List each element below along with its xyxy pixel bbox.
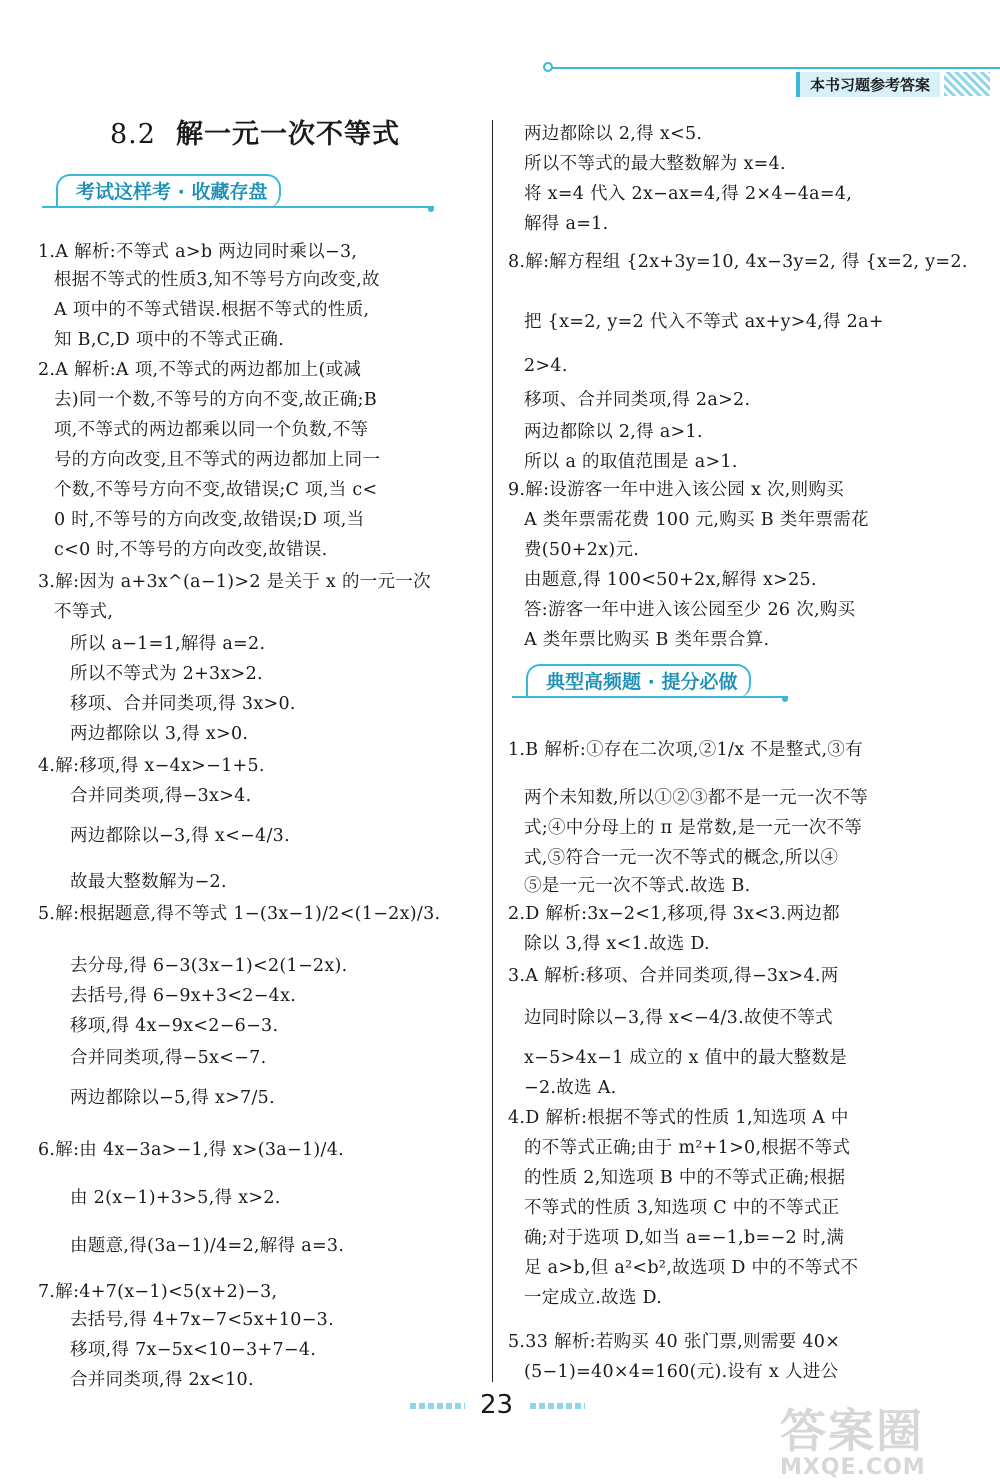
footer-decoration-left (410, 1403, 465, 1409)
right-answer-line: 由题意,得 100<50+2x,解得 x>25. (524, 570, 817, 590)
left-answer-line: 移项,得 4x−9x<2−6−3. (70, 1016, 279, 1036)
right-answer-line: 9.解:设游客一年中进入该公园 x 次,则购买 (508, 480, 845, 500)
left-answer-line: 移项、合并同类项,得 3x>0. (70, 694, 296, 714)
left-answer-line: 合并同类项,得−3x>4. (70, 786, 252, 806)
left-answer-line: 7.解:4+7(x−1)<5(x+2)−3, (38, 1282, 278, 1302)
left-answer-line: 两边都除以 3,得 x>0. (70, 724, 249, 744)
header-label: 本书习题参考答案 (796, 72, 940, 97)
banner-left-dot (428, 206, 434, 212)
watermark-logo (780, 1395, 980, 1480)
left-answer-line: 两边都除以−5,得 x>7/5. (70, 1088, 275, 1108)
left-answer-line: 根据不等式的性质3,知不等号方向改变,故 (54, 270, 380, 290)
right-answer-line: 的不等式正确;由于 m²+1>0,根据不等式 (524, 1138, 851, 1158)
left-answer-line: 项,不等式的两边都乘以同一个负数,不等 (54, 420, 369, 440)
left-answer-line: 去)同一个数,不等号的方向不变,故正确;B (54, 390, 378, 410)
left-answer-line: 不等式, (54, 602, 114, 622)
right-answer-line: (5−1)=40×4=160(元).设有 x 人进公 (524, 1362, 839, 1382)
header-stripes (944, 72, 990, 96)
left-answer-line: 1.A 解析:不等式 a>b 两边同时乘以−3, (38, 242, 358, 262)
watermark-line1: 答案圈 (780, 1404, 924, 1458)
left-answer-line: 故最大整数解为−2. (70, 872, 227, 892)
banner-left-label: 考试这样考 · 收藏存盘 (56, 174, 281, 208)
left-answer-line: 知 B,C,D 项中的不等式正确. (54, 330, 285, 350)
right-answer-line: 一定成立.故选 D. (524, 1288, 663, 1308)
left-answer-line: 4.解:移项,得 x−4x>−1+5. (38, 756, 265, 776)
right-answer-line: A 类年票需花费 100 元,购买 B 类年票需花 (524, 510, 869, 530)
right-answer-line: 不等式的性质 3,知选项 C 中的不等式正 (524, 1198, 840, 1218)
left-answer-line: 3.解:因为 a+3x^(a−1)>2 是关于 x 的一元一次 (38, 572, 431, 592)
right-answer-line: 费(50+2x)元. (524, 540, 640, 560)
right-answer-line: 边同时除以−3,得 x<−4/3.故使不等式 (524, 1008, 833, 1028)
right-answer-line: 所以 a 的取值范围是 a>1. (524, 452, 738, 472)
left-answer-line: 2.A 解析:A 项,不等式的两边都加上(或减 (38, 360, 362, 380)
right-answer-line: 式,⑤符合一元一次不等式的概念,所以④ (524, 848, 839, 868)
right-answer-line: 解得 a=1. (524, 214, 609, 234)
right-answer-line: 两边都除以 2,得 a>1. (524, 422, 703, 442)
right-answer-line: 将 x=4 代入 2x−ax=4,得 2×4−4a=4, (524, 184, 853, 204)
section-title-text: 解一元一次不等式 (175, 119, 400, 150)
left-answer-line: 6.解:由 4x−3a>−1,得 x>(3a−1)/4. (38, 1140, 345, 1160)
left-answer-line: A 项中的不等式错误.根据不等式的性质, (54, 300, 370, 320)
right-answer-line: 的性质 2,知选项 B 中的不等式正确;根据 (524, 1168, 846, 1188)
right-answer-line: 除以 3,得 x<1.故选 D. (524, 934, 710, 954)
right-answer-line: 所以不等式的最大整数解为 x=4. (524, 154, 786, 174)
banner-left-rule (42, 206, 434, 208)
right-answer-line: A 类年票比购买 B 类年票合算. (524, 630, 770, 650)
footer-decoration-right (530, 1403, 585, 1409)
watermark-line2: MXQE.COM (780, 1455, 926, 1480)
right-answer-line: 3.A 解析:移项、合并同类项,得−3x>4.两 (508, 966, 839, 986)
right-answer-line: 移项、合并同类项,得 2a>2. (524, 390, 751, 410)
left-answer-line: 个数,不等号方向不变,故错误;C 项,当 c< (54, 480, 378, 500)
right-answer-line: 2>4. (524, 356, 568, 376)
header-rule (545, 67, 1000, 69)
left-answer-line: 所以不等式为 2+3x>2. (70, 664, 263, 684)
left-answer-line: 0 时,不等号的方向改变,故错误;D 项,当 (54, 510, 365, 530)
banner-right (512, 664, 788, 700)
right-answer-line: 两个未知数,所以①②③都不是一元一次不等 (524, 788, 869, 808)
left-answer-line: 移项,得 7x−5x<10−3+7−4. (70, 1340, 317, 1360)
section-title (110, 112, 400, 151)
right-answer-line: 把 {x=2, y=2 代入不等式 ax+y>4,得 2a+ (524, 312, 884, 332)
right-answer-line: 2.D 解析:3x−2<1,移项,得 3x<3.两边都 (508, 904, 840, 924)
left-answer-line: 所以 a−1=1,解得 a=2. (70, 634, 266, 654)
right-answer-line: −2.故选 A. (524, 1078, 617, 1098)
section-number: 8.2 (110, 119, 156, 150)
left-answer-line: 去分母,得 6−3(3x−1)<2(1−2x). (70, 956, 348, 976)
banner-right-rule (512, 696, 788, 698)
left-answer-line: 合并同类项,得 2x<10. (70, 1370, 254, 1390)
left-answer-line: c<0 时,不等号的方向改变,故错误. (54, 540, 328, 560)
right-answer-line: x−5>4x−1 成立的 x 值中的最大整数是 (524, 1048, 848, 1068)
right-answer-line: 式;④中分母上的 π 是常数,是一元一次不等 (524, 818, 863, 838)
right-answer-line: 8.解:解方程组 {2x+3y=10, 4x−3y=2, 得 {x=2, y=2. (508, 252, 968, 272)
left-answer-line: 两边都除以−3,得 x<−4/3. (70, 826, 290, 846)
banner-right-label: 典型高频题 · 提分必做 (526, 664, 751, 698)
left-answer-line: 5.解:根据题意,得不等式 1−(3x−1)/2<(1−2x)/3. (38, 904, 441, 924)
left-answer-line: 号的方向改变,且不等式的两边都加上同一 (54, 450, 381, 470)
right-answer-line: 1.B 解析:①存在二次项,②1/x 不是整式,③有 (508, 740, 863, 760)
column-divider (492, 120, 493, 1382)
right-answer-line: 4.D 解析:根据不等式的性质 1,知选项 A 中 (508, 1108, 849, 1128)
left-answer-line: 去括号,得 4+7x−7<5x+10−3. (70, 1310, 334, 1330)
left-answer-line: 由 2(x−1)+3>5,得 x>2. (70, 1188, 281, 1208)
banner-right-dot (782, 696, 788, 702)
right-answer-line: 确;对于选项 D,如当 a=−1,b=−2 时,满 (524, 1228, 845, 1248)
right-answer-line: 答:游客一年中进入该公园至少 26 次,购买 (524, 600, 856, 620)
left-answer-line: 由题意,得(3a−1)/4=2,解得 a=3. (70, 1236, 345, 1256)
right-answer-line: 两边都除以 2,得 x<5. (524, 124, 703, 144)
right-answer-line: 5.33 解析:若购买 40 张门票,则需要 40× (508, 1332, 841, 1352)
left-answer-line: 去括号,得 6−9x+3<2−4x. (70, 986, 297, 1006)
left-answer-line: 合并同类项,得−5x<−7. (70, 1048, 267, 1068)
banner-left (42, 174, 434, 210)
right-answer-line: ⑤是一元一次不等式.故选 B. (524, 876, 751, 896)
right-answer-line: 足 a>b,但 a²<b²,故选项 D 中的不等式不 (524, 1258, 859, 1278)
header-rule-dot (543, 62, 553, 72)
page-number: 23 (480, 1390, 514, 1420)
